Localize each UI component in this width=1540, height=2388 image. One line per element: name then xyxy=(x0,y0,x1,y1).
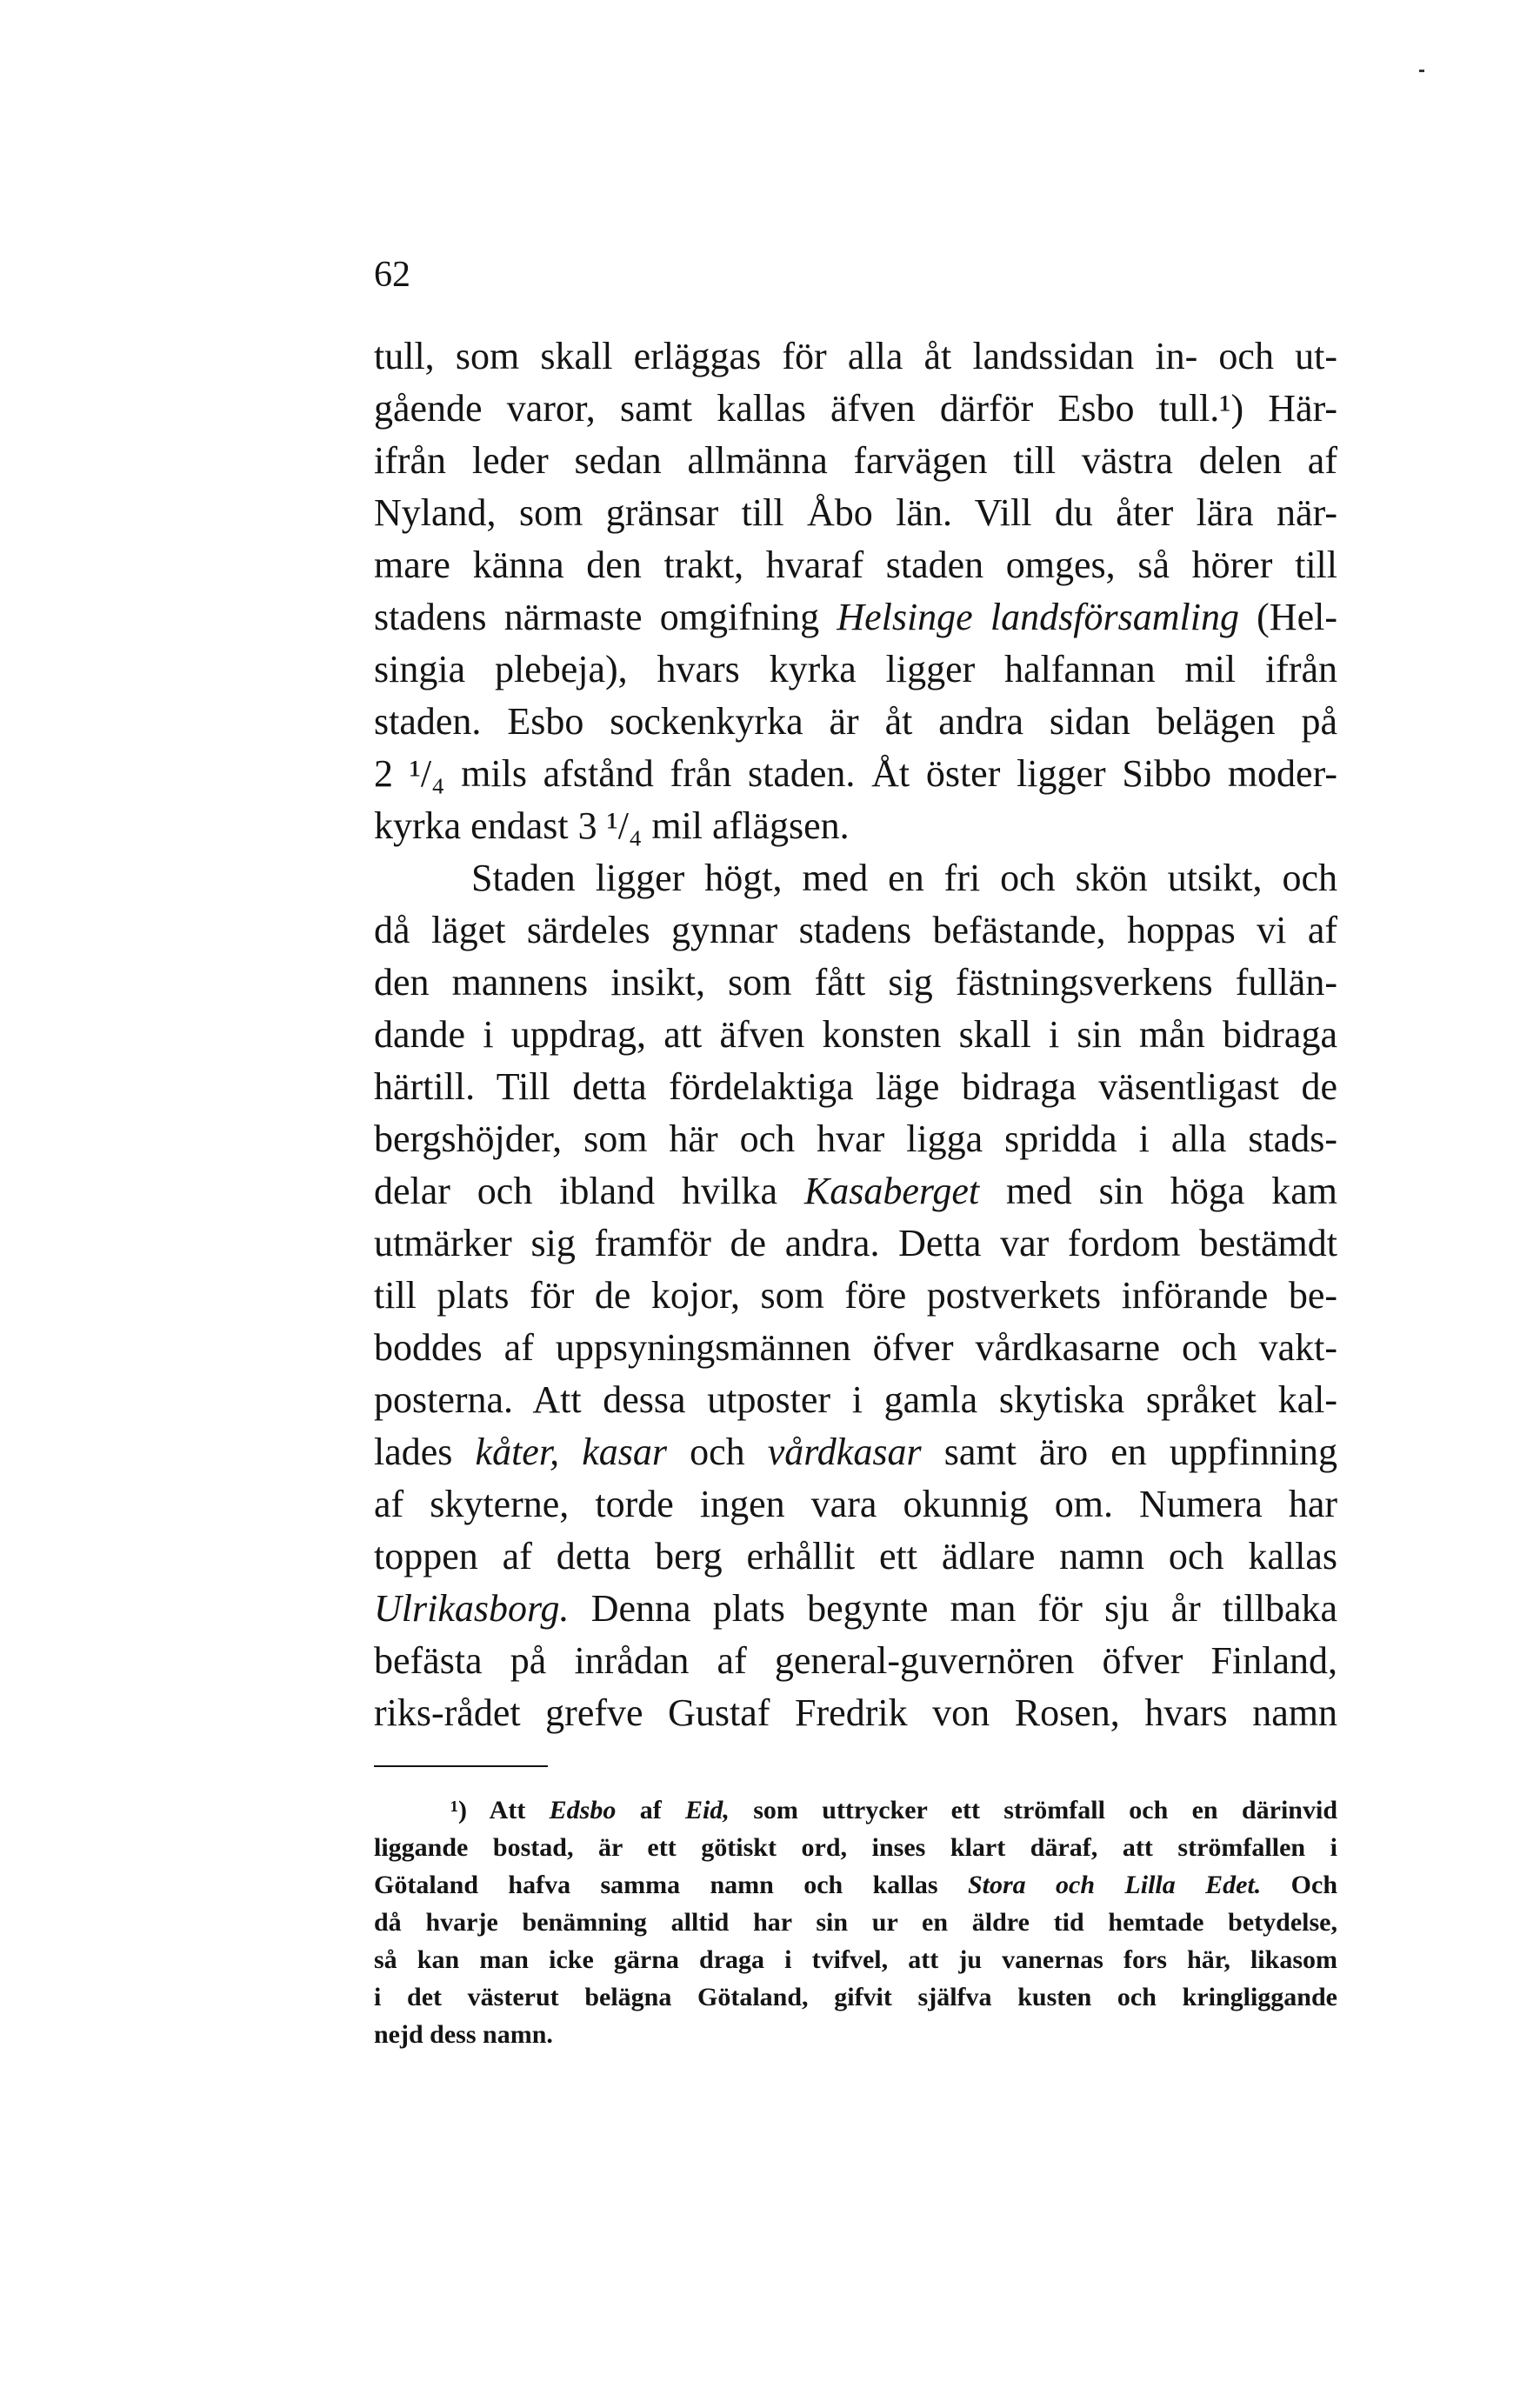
body-line xyxy=(374,904,1337,957)
text-segment: den mannens insikt, som fått sig fästningsverkens fullän- xyxy=(374,961,1337,1004)
body-line xyxy=(374,1009,1337,1061)
footnote-line xyxy=(374,1980,1337,2015)
text-segment: (Hel- xyxy=(1238,596,1337,638)
body-line xyxy=(374,696,1337,748)
italic-segment: Edsbo xyxy=(549,1796,617,1824)
text-segment: 2 ¹/₄ mils afstånd från staden. Åt öster ligger Sibbo moder- xyxy=(374,752,1337,795)
text-segment: bergshöjder, som här och hvar ligga spridda i alla stads- xyxy=(374,1117,1337,1160)
body-line xyxy=(374,800,1337,852)
footnote-line xyxy=(374,1831,1337,1865)
text-segment: till plats för de kojor, som före postverkets införande be- xyxy=(374,1274,1337,1317)
text-segment: posterna. Att dessa utposter i gamla skytiska språket kal- xyxy=(374,1378,1337,1421)
body-line xyxy=(374,748,1337,800)
text-segment: Staden ligger högt, med en fri och skön utsikt, och xyxy=(471,857,1337,899)
text-segment: boddes af uppsyningsmännen öfver vårdkasarne och vakt- xyxy=(374,1326,1337,1369)
text-segment: nejd dess namn. xyxy=(374,2020,553,2049)
body-line xyxy=(374,1322,1337,1374)
body-line xyxy=(374,1531,1337,1583)
text-segment: mare känna den trakt, hvaraf staden omges, så hörer till xyxy=(374,544,1337,586)
text-segment: då läget särdeles gynnar stadens befästande, hoppas vi af xyxy=(374,909,1337,951)
italic-segment: Eid, xyxy=(685,1796,730,1824)
body-line xyxy=(374,644,1337,696)
body-line xyxy=(374,1113,1337,1165)
text-segment: toppen af detta berg erhållit ett ädlare namn och kallas xyxy=(374,1535,1337,1578)
text-segment: lades xyxy=(374,1431,476,1473)
italic-segment: kåter, kasar xyxy=(475,1431,667,1473)
italic-segment: Ulrikasborg. xyxy=(374,1587,570,1630)
text-segment: staden. Esbo sockenkyrka är åt andra sidan belägen på xyxy=(374,700,1337,743)
footnote-line xyxy=(374,1905,1337,1940)
body-line xyxy=(374,1270,1337,1322)
footnote-line xyxy=(374,1943,1337,1978)
footnote-line xyxy=(374,1868,1337,1903)
text-segment: då hvarje benämning alltid har sin ur en äldre tid hemtade betydelse, xyxy=(374,1908,1337,1937)
text-segment: med sin höga kam xyxy=(979,1170,1337,1212)
body-line xyxy=(374,1687,1337,1739)
text-segment: som uttrycker ett strömfall och en därinvid xyxy=(729,1796,1337,1824)
footnote-rule xyxy=(374,1765,548,1767)
text-segment: i det västerut belägna Götaland, gifvit själfva kusten och kringliggande xyxy=(374,1983,1337,2011)
text-segment: så kan man icke gärna draga i tvifvel, att ju vanernas fors här, likasom xyxy=(374,1945,1337,1974)
text-segment: ifrån leder sedan allmänna farvägen till västra delen af xyxy=(374,439,1337,482)
text-segment: stadens närmaste omgifning xyxy=(374,596,837,638)
page-number: 62 xyxy=(374,255,410,295)
text-segment: och xyxy=(666,1431,768,1473)
text-segment: dande i uppdrag, att äfven konsten skall i sin mån bidraga xyxy=(374,1013,1337,1056)
body-line xyxy=(374,591,1337,644)
text-segment: gående varor, samt kallas äfven därför Esbo tull.¹) Här- xyxy=(374,387,1337,430)
text-segment: delar och ibland hvilka xyxy=(374,1170,804,1212)
body-line xyxy=(374,435,1337,487)
body-line xyxy=(374,383,1337,435)
text-segment: Götaland hafva samma namn och kallas xyxy=(374,1871,968,1899)
body-line xyxy=(374,957,1337,1009)
text-segment: kyrka endast 3 ¹/₄ mil aflägsen. xyxy=(374,804,850,847)
body-line xyxy=(471,852,1337,904)
body-line xyxy=(374,539,1337,591)
body-line xyxy=(374,1374,1337,1426)
text-segment: riks-rådet grefve Gustaf Fredrik von Rosen, hvars namn xyxy=(374,1691,1337,1734)
text-segment: befästa på inrådan af general-guvernören öfver Finland, xyxy=(374,1639,1337,1682)
text-segment: Och xyxy=(1261,1871,1337,1899)
body-line xyxy=(374,487,1337,539)
body-line xyxy=(374,1165,1337,1217)
body-line xyxy=(374,1635,1337,1687)
text-segment: utmärker sig framför de andra. Detta var fordom bestämdt xyxy=(374,1222,1337,1264)
text-segment: af skyterne, torde ingen vara okunnig om. Numera har xyxy=(374,1483,1337,1525)
body-line xyxy=(374,1478,1337,1531)
text-segment: Denna plats begynte man för sju år tillbaka xyxy=(569,1587,1337,1630)
text-segment: samt äro en uppfinning xyxy=(921,1431,1337,1473)
text-segment: af xyxy=(616,1796,686,1824)
text-segment: singia plebeja), hvars kyrka ligger halfannan mil ifrån xyxy=(374,648,1337,690)
footnote-line xyxy=(450,1793,1337,1828)
text-segment: liggande bostad, är ett götiskt ord, inses klart däraf, att strömfallen i xyxy=(374,1833,1337,1862)
body-line xyxy=(374,1061,1337,1113)
body-line xyxy=(374,330,1337,383)
italic-segment: Stora och Lilla Edet. xyxy=(967,1871,1262,1899)
italic-segment: vårdkasar xyxy=(767,1431,922,1473)
text-segment: tull, som skall erläggas för alla åt landssidan in- och ut- xyxy=(374,335,1337,377)
italic-segment: Kasaberget xyxy=(803,1170,980,1212)
italic-segment: Helsinge landsförsamling xyxy=(837,596,1239,638)
body-line xyxy=(374,1217,1337,1270)
text-segment: härtill. Till detta fördelaktiga läge bidraga väsentligast de xyxy=(374,1065,1337,1108)
text-segment: ¹) Att xyxy=(450,1796,550,1824)
text-segment: Nyland, som gränsar till Åbo län. Vill du åter lära när- xyxy=(374,491,1337,534)
footnote-line xyxy=(374,2018,1337,2052)
body-line xyxy=(374,1583,1337,1635)
body-line xyxy=(374,1426,1337,1478)
print-speck xyxy=(1419,70,1424,72)
